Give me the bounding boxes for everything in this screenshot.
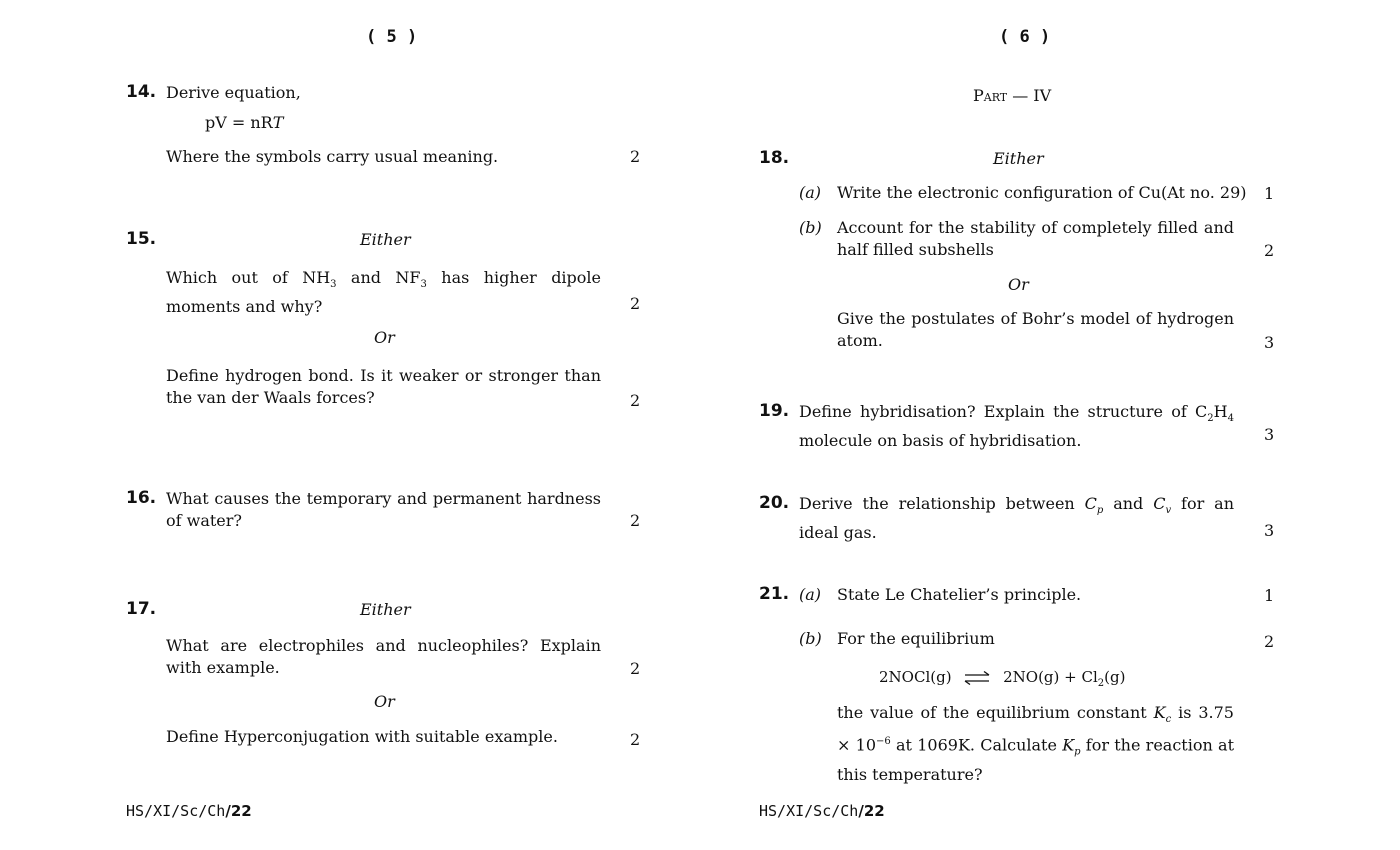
part-heading: Part — IV bbox=[973, 86, 1052, 105]
question-number-19: 19. bbox=[759, 401, 790, 421]
question-number-20: 20. bbox=[759, 493, 790, 513]
q18-or: Or bbox=[1008, 275, 1029, 294]
footer-right: HS/XI/Sc/Ch/22 bbox=[759, 802, 885, 820]
question-number-15: 15. bbox=[126, 229, 157, 249]
question-number-16: 16. bbox=[126, 488, 157, 508]
q21-b-marks: 2 bbox=[1264, 632, 1275, 651]
q14-text: Derive equation, bbox=[166, 83, 301, 102]
q14-line2: Where the symbols carry usual meaning. bbox=[166, 147, 499, 166]
q18-b-label: (b) bbox=[799, 218, 822, 237]
q17-b-marks: 2 bbox=[630, 730, 641, 749]
page-number-right: ( 6 ) bbox=[999, 27, 1051, 47]
q14-marks: 2 bbox=[630, 147, 641, 166]
q19-marks: 3 bbox=[1264, 425, 1275, 444]
q17-either: Either bbox=[360, 600, 411, 619]
q15-a-marks: 2 bbox=[630, 294, 641, 313]
question-number-17: 17. bbox=[126, 599, 157, 619]
q21-b-label: (b) bbox=[799, 629, 822, 648]
q20-text: Derive the relationship between $C_p$ and $C_v$ for an ideal gas. bbox=[799, 494, 1234, 543]
q20-marks: 3 bbox=[1264, 521, 1275, 540]
q18-a-label: (a) bbox=[799, 183, 822, 202]
footer-left: HS/XI/Sc/Ch/22 bbox=[126, 802, 252, 820]
q21-a-marks: 1 bbox=[1264, 586, 1275, 605]
q18-b-text: Account for the stability of completely filled and half filled subshells bbox=[837, 218, 1234, 259]
q21-b-body: the value of the equilibrium constant $K_c$ is $3.75 \times 10^{-6}$ at 1069K. Calculate $K_p$ for the reaction at this temperature? bbox=[837, 703, 1234, 784]
q17-a-marks: 2 bbox=[630, 659, 641, 678]
q18-a-marks: 1 bbox=[1264, 184, 1275, 203]
q15-or: Or bbox=[374, 328, 395, 347]
q15-b-marks: 2 bbox=[630, 391, 641, 410]
q21-a-label: (a) bbox=[799, 585, 822, 604]
q21-equilibrium-equation: 2NOCl(g) $2NO(g) + Cl_2(g)$ bbox=[879, 668, 1126, 689]
q21-a-text: State Le Chatelier’s principle. bbox=[837, 585, 1082, 604]
q18-a-text: Write the electronic configuration of Cu(At no. 29) bbox=[837, 183, 1247, 202]
q15-either: Either bbox=[360, 230, 411, 249]
q16-text: What causes the temporary and permanent hardness of water? bbox=[166, 489, 601, 530]
q15-option-a: Which out of $NH_3$ and $NF_3$ has higher dipole moments and why? bbox=[166, 268, 602, 317]
q17-or: Or bbox=[374, 692, 395, 711]
page-number-left: ( 5 ) bbox=[366, 27, 418, 47]
equilibrium-arrows-icon bbox=[964, 671, 990, 685]
q17-option-a: What are electrophiles and nucleophiles? Explain with example. bbox=[166, 636, 601, 677]
q19-text: Define hybridisation? Explain the structure of $C_2H_4$ molecule on basis of hybridisation. bbox=[799, 402, 1234, 451]
q17-option-b: Define Hyperconjugation with suitable example. bbox=[166, 727, 558, 746]
q18-b-marks: 2 bbox=[1264, 241, 1275, 260]
question-number-18: 18. bbox=[759, 148, 790, 168]
q18-either: Either bbox=[993, 149, 1044, 168]
question-number-21: 21. bbox=[759, 584, 790, 604]
q21-b-text: For the equilibrium bbox=[837, 629, 995, 648]
question-number-14: 14. bbox=[126, 82, 157, 102]
q18-c-marks: 3 bbox=[1264, 333, 1275, 352]
q15-option-b: Define hydrogen bond. Is it weaker or stronger than the van der Waals forces? bbox=[166, 366, 601, 407]
q18-c-text: Give the postulates of Bohr’s model of hydrogen atom. bbox=[837, 309, 1234, 350]
q16-marks: 2 bbox=[630, 511, 641, 530]
q14-equation: pV = nRT bbox=[205, 113, 284, 132]
